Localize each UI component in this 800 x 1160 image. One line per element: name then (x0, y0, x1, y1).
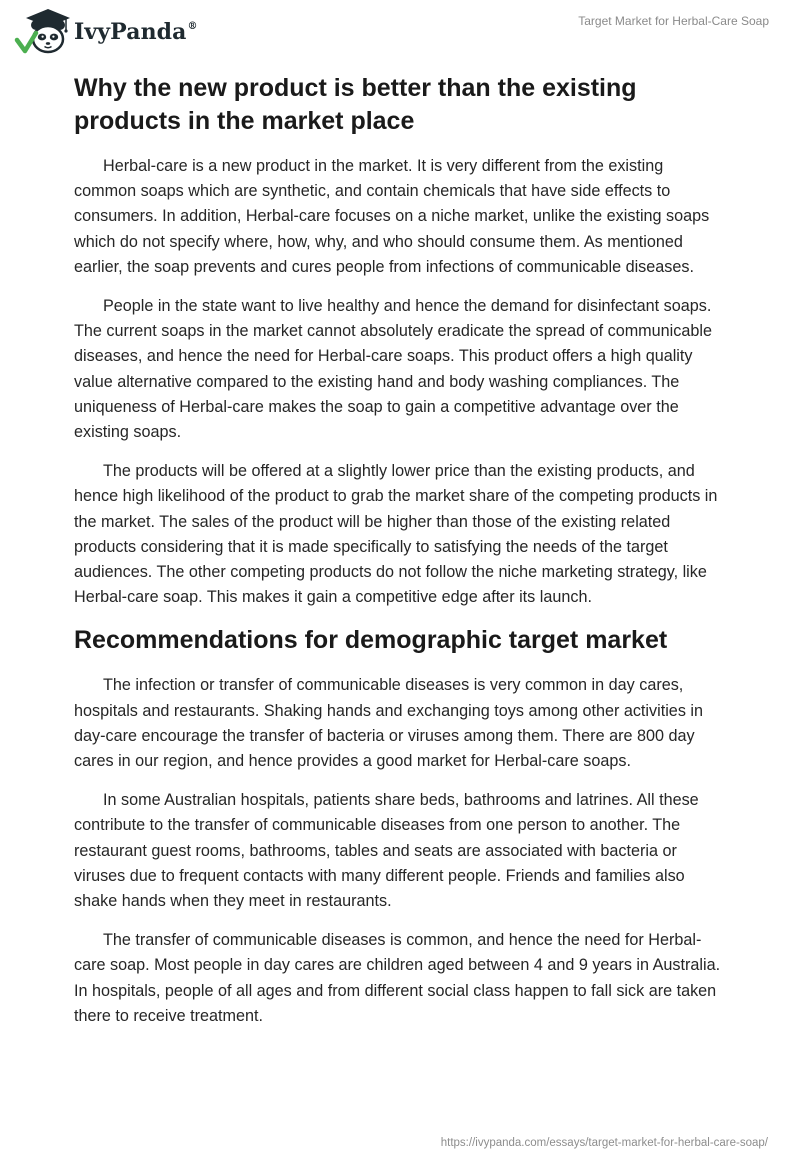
paragraph: The products will be offered at a slightly lower price than the existing products, and hence high likelihood of the product to grab the market share of the competing products in the market. The sales of the product will be higher than those of the existing related products considering that it is made specifically to satisfying the needs of the target audiences. The other competing products do not follow the niche marketing strategy, like Herbal-care soap. This makes it gain a competitive edge after its launch. (74, 462, 718, 607)
source-url-link[interactable]: https://ivypanda.com/essays/target-market-for-herbal-care-soap/ (440, 1137, 768, 1149)
ivypanda-logo[interactable] (14, 6, 198, 58)
document-title: Target Market for Herbal-Care Soap (578, 14, 769, 28)
paragraph: People in the state want to live healthy and hence the demand for disinfectant soaps. The current soaps in the market cannot absolutely eradicate the spread of communicable diseases, and hence the need for Herbal-care soaps. This product offers a high quality value alternative compared to the existing hand and body washing compliances. The uniqueness of Herbal-care makes the soap to gain a competitive advantage over the existing soaps. (74, 297, 712, 442)
paragraph: In some Australian hospitals, patients share beds, bathrooms and latrines. All these contribute to the transfer of communicable diseases from one person to another. The restaurant guest rooms, bathrooms, tables and seats are associated with bacteria or viruses due to frequent contacts with many different people. Friends and families also shake hands when they meet in restaurants. (74, 791, 699, 911)
essay-content (74, 72, 726, 1029)
section-product-advantages (74, 72, 726, 610)
paragraph: Herbal-care is a new product in the market. It is very different from the existing common soaps which are synthetic, and contain chemicals that have side effects to consumers. In addition, Herbal-care focuses on a niche market, unlike the existing soaps which do not specify where, how, why, and who should consume them. As mentioned earlier, the soap prevents and cures people from infections of communicable diseases. (74, 157, 710, 276)
paragraph: The infection or transfer of communicable diseases is very common in day cares, hospitals and restaurants. Shaking hands and exchanging toys among other activities in day-care encourage the transfer of bacteria or viruses among them. There are 800 day cares in our region, and hence provides a good market for Herbal-care soaps. (74, 676, 704, 771)
brand-name: IvyPanda® (74, 19, 198, 45)
section-demographic-recommendations (74, 624, 726, 1029)
registered-mark: ® (187, 21, 198, 32)
section-heading: Recommendations for demographic target market (74, 626, 668, 655)
section-heading: Why the new product is better than the existing products in the market place (74, 74, 637, 135)
paragraph: The transfer of communicable diseases is common, and hence the need for Herbal-care soap. Most people in day cares are children aged between 4 and 9 years in Australia. In hospitals, people of all ages and from different social class happen to fall sick are taken there to receive treatment. (74, 931, 721, 1025)
page-header (0, 0, 800, 64)
panda-graduate-icon (14, 6, 72, 58)
